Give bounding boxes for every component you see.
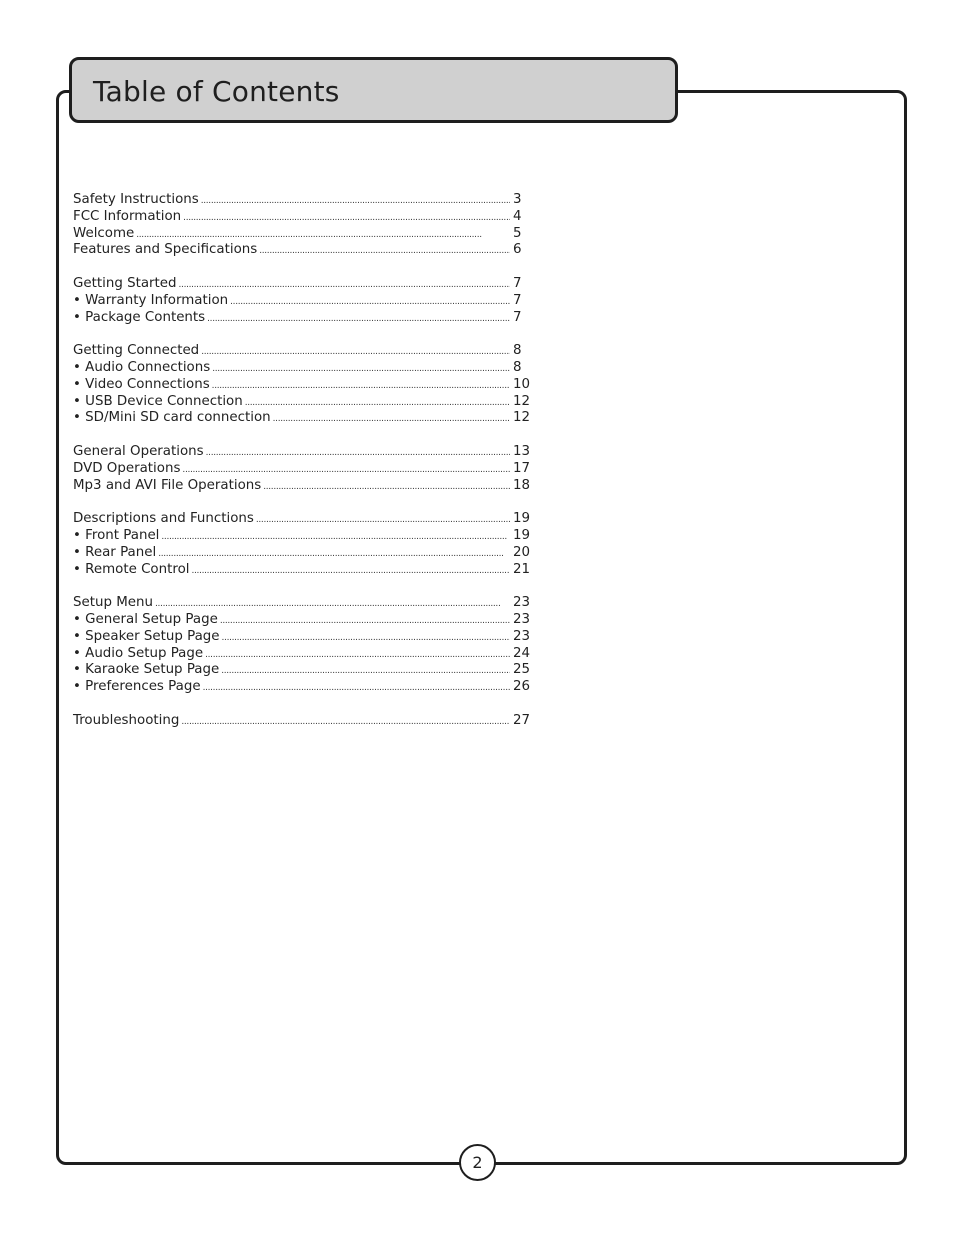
toc-entry-label: • Package Contents	[73, 309, 206, 325]
toc-entry-page: 20	[513, 544, 531, 560]
toc-entry-label: • Remote Control	[73, 561, 190, 577]
toc-entry-label: • General Setup Page	[73, 611, 218, 627]
toc-entry[interactable]	[73, 713, 533, 730]
dot-leader	[136, 226, 510, 244]
dot-leader	[201, 343, 510, 361]
toc-group	[73, 276, 533, 326]
toc-group	[73, 713, 533, 730]
dot-leader	[206, 444, 510, 462]
toc-entry[interactable]	[73, 192, 533, 209]
toc-entry-label: FCC Information	[73, 208, 182, 224]
toc-entry-page: 21	[513, 561, 531, 577]
dot-leader	[155, 595, 510, 613]
dot-leader	[179, 276, 510, 294]
dot-leader	[263, 478, 510, 496]
toc-entry-page: 4	[513, 208, 522, 224]
toc-group	[73, 595, 533, 696]
toc-entry[interactable]	[73, 242, 533, 259]
toc-entry-page: 23	[513, 595, 531, 611]
toc-entry[interactable]	[73, 478, 533, 495]
dot-leader	[205, 646, 510, 664]
toc-entry-page: 27	[513, 712, 531, 728]
dot-leader	[161, 528, 510, 546]
toc-entry-label: Safety Instructions	[73, 192, 199, 207]
dot-leader	[201, 192, 510, 210]
toc-entry-page: 6	[513, 242, 522, 258]
dot-leader	[183, 209, 510, 227]
dot-leader	[181, 713, 510, 731]
dot-leader	[203, 679, 510, 697]
dot-leader	[158, 545, 510, 563]
toc-entry-page: 13	[513, 443, 531, 459]
dot-leader	[245, 394, 510, 412]
toc-entry-page: 7	[513, 309, 522, 325]
toc-entry-page: 19	[513, 511, 531, 527]
toc-entry-page: 8	[513, 343, 522, 359]
toc-entry-page: 12	[513, 393, 531, 409]
toc-entry-page: 23	[513, 628, 531, 644]
toc-entry-page: 12	[513, 410, 531, 426]
toc-entry[interactable]	[73, 343, 533, 360]
toc-entry[interactable]	[73, 545, 533, 562]
toc-entry[interactable]	[73, 679, 533, 696]
toc-entry-page: 18	[513, 477, 531, 493]
dot-leader	[191, 562, 510, 580]
toc-entry-label: DVD Operations	[73, 460, 181, 476]
toc-entry[interactable]	[73, 276, 533, 293]
toc-entry[interactable]	[73, 595, 533, 612]
toc-entry-label: • Audio Setup Page	[73, 645, 204, 661]
dot-leader	[212, 377, 510, 395]
toc-entry-page: 7	[513, 275, 522, 291]
toc-entry[interactable]	[73, 394, 533, 411]
toc-entry[interactable]	[73, 662, 533, 679]
toc-group	[73, 343, 533, 427]
dot-leader	[220, 612, 510, 630]
toc-group	[73, 511, 533, 578]
toc-entry[interactable]	[73, 528, 533, 545]
toc-group	[73, 444, 533, 494]
toc-entry[interactable]	[73, 360, 533, 377]
toc-entry-label: • Video Connections	[73, 376, 210, 392]
toc-entry[interactable]	[73, 293, 533, 310]
toc-entry-label: General Operations	[73, 443, 204, 459]
toc-entry[interactable]	[73, 461, 533, 478]
toc-entry-page: 10	[513, 376, 531, 392]
toc-entry-label: • Karaoke Setup Page	[73, 662, 220, 678]
title-tab	[69, 57, 678, 123]
toc-entry[interactable]	[73, 562, 533, 579]
toc-entry[interactable]	[73, 646, 533, 663]
toc-entry[interactable]	[73, 377, 533, 394]
toc-entry-label: Welcome	[73, 225, 135, 241]
dot-leader	[212, 360, 510, 378]
toc-entry-page: 24	[513, 645, 531, 661]
toc-entry-page: 23	[513, 611, 531, 627]
toc-entry-label: • Audio Connections	[73, 359, 211, 375]
toc-entry[interactable]	[73, 444, 533, 461]
toc-entry-page: 26	[513, 679, 531, 695]
toc-entry[interactable]	[73, 209, 533, 226]
toc-entry-label: Troubleshooting	[73, 712, 180, 728]
toc-entry-page: 7	[513, 292, 522, 308]
toc-entry-label: Mp3 and AVI File Operations	[73, 477, 262, 493]
toc-entry[interactable]	[73, 310, 533, 327]
toc-entry-label: • Warranty Information	[73, 292, 229, 308]
dot-leader	[273, 410, 510, 428]
dot-leader	[221, 662, 510, 680]
toc-entry-label: Setup Menu	[73, 595, 153, 611]
dot-leader	[222, 629, 510, 647]
dot-leader	[207, 310, 510, 328]
toc-entry-label: • Speaker Setup Page	[73, 628, 220, 644]
toc-entry[interactable]	[73, 410, 533, 427]
toc-entry[interactable]	[73, 226, 533, 243]
toc-entry-page: 8	[513, 359, 522, 375]
toc-entry-label: Getting Connected	[73, 343, 200, 359]
toc-entry[interactable]	[73, 511, 533, 528]
table-of-contents	[73, 192, 533, 746]
dot-leader	[256, 511, 510, 529]
dot-leader	[259, 242, 510, 260]
toc-entry-label: • Rear Panel	[73, 544, 157, 560]
toc-entry-page: 3	[513, 192, 522, 207]
toc-entry-label: Descriptions and Functions	[73, 511, 254, 527]
toc-entry-label: • Preferences Page	[73, 679, 201, 695]
dot-leader	[182, 461, 510, 479]
toc-entry-label: • USB Device Connection	[73, 393, 243, 409]
toc-entry-label: Getting Started	[73, 275, 177, 291]
dot-leader	[230, 293, 510, 311]
toc-entry-label: • SD/Mini SD card connection	[73, 410, 271, 426]
page-title: Table of Contents	[93, 75, 340, 108]
toc-entry-page: 25	[513, 662, 531, 678]
toc-entry-label: Features and Specifications	[73, 242, 258, 258]
toc-entry-page: 17	[513, 460, 531, 476]
page-number: 2	[459, 1144, 496, 1181]
toc-entry-page: 19	[513, 527, 531, 543]
toc-entry-label: • Front Panel	[73, 527, 160, 543]
toc-entry-page: 5	[513, 225, 522, 241]
toc-entry[interactable]	[73, 612, 533, 629]
toc-group	[73, 192, 533, 259]
toc-entry[interactable]	[73, 629, 533, 646]
